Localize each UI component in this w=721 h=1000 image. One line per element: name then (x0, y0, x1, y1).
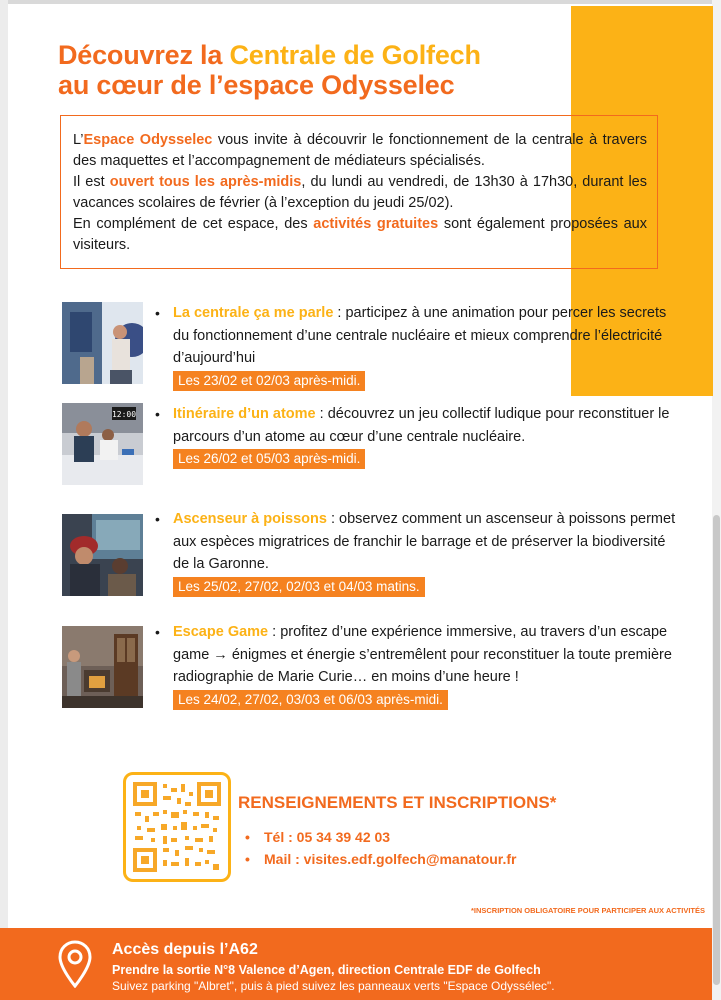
atom-game-photo (62, 403, 143, 485)
bullet-icon: • (155, 511, 160, 527)
title-prefix: Découvrez la (58, 40, 230, 70)
activity-name: La centrale ça me parle (173, 305, 334, 321)
contact-phone[interactable]: • Tél : 05 34 39 42 03 (245, 826, 516, 848)
registration-footnote: *INSCRIPTION OBLIGATOIRE POUR PARTICIPER AUX ACTIVITÉS (470, 906, 705, 915)
title-accent: Centrale de Golfech (229, 40, 481, 70)
bullet-icon: • (155, 624, 160, 640)
footer-parking: Suivez parking "Albret", puis à pied suivez les panneaux verts "Espace Odyssélec". (112, 979, 555, 993)
intro-highlight-ouvert: ouvert tous les après-midis (109, 174, 302, 190)
intro-highlight-gratuites: activités gratuites (313, 216, 439, 232)
page-left-edge (0, 0, 8, 1000)
activity-text (173, 508, 681, 598)
fish-elevator-photo (62, 514, 143, 596)
info-title: RENSEIGNEMENTS ET INSCRIPTIONS* (238, 793, 557, 812)
footer-access (0, 928, 712, 1000)
footer-directions: Prendre la sortie N°8 Valence d’Agen, direction Centrale EDF de Golfech (112, 963, 541, 977)
activity-description: : découvrez un jeu collectif ludique pour reconstituer le parcours d’un atome au cœur d’une centrale nucléaire. (173, 406, 670, 445)
activity-dates: Les 26/02 et 05/03 après-midi. (173, 449, 365, 469)
footer-title: Accès depuis l’A62 (112, 941, 258, 958)
activity-description: : profitez d’une expérience immersive, au travers d’un escape game → énigmes et énergie s’entremêlent pour reconstituer la toute première radiographie de Marie Curie… en moins d’une heure ! (173, 624, 672, 685)
activity-description: : participez à une animation pour percer les secrets du fonctionnement d’une centrale nucléaire et mieux comprendre l’électricité d’aujourd’hui (173, 305, 667, 366)
intro-box (60, 115, 658, 269)
scrollbar-thumb[interactable] (713, 515, 720, 985)
page-top-edge (0, 0, 721, 4)
intro-paragraph-2: Il est ouvert tous les après-midis, du lundi au vendredi, de 13h30 à 17h30, durant les vacances scolaires de février (à l’exception du jeudi 25/02). (73, 174, 647, 211)
exhibit-visitor-photo (62, 302, 143, 384)
activity-dates: Les 25/02, 27/02, 02/03 et 04/03 matins. (173, 577, 425, 597)
contact-email[interactable]: • Mail : visites.edf.golfech@manatour.fr (245, 848, 516, 870)
activity-dates: Les 23/02 et 02/03 après-midi. (173, 371, 365, 391)
intro-highlight-espace: Espace Odysselec (83, 132, 213, 148)
location-pin-icon (58, 940, 92, 988)
intro-paragraph-3: En complément de cet espace, des activités gratuites sont également proposées aux visiteurs. (73, 216, 647, 253)
escape-room-photo (62, 626, 143, 708)
title-line2: au cœur de l’espace Odysselec (58, 70, 455, 100)
clock-display: 12:00 (111, 410, 137, 419)
activity-text (173, 302, 681, 392)
activity-name: Itinéraire d’un atome (173, 406, 316, 422)
bullet-icon: • (155, 305, 160, 321)
activity-name: Escape Game (173, 624, 269, 640)
activity-name: Ascenseur à poissons (173, 511, 327, 527)
qr-code[interactable] (123, 772, 231, 882)
page-title (58, 40, 481, 100)
activity-text (173, 403, 681, 471)
activity-text (173, 621, 681, 711)
bullet-icon: • (155, 406, 160, 422)
intro-paragraph-1: L’Espace Odysselec vous invite à découvrir le fonctionnement de la centrale à travers des maquettes et l’accompagnement de médiateurs spécialisés. (73, 132, 647, 169)
contact-list (245, 826, 516, 870)
activity-dates: Les 24/02, 27/02, 03/03 et 06/03 après-midi. (173, 690, 448, 710)
activity-description: : observez comment un ascenseur à poissons permet aux espèces migratrices de franchir le barrage et de préserver la biodiversité de la Garonne. (173, 511, 676, 572)
scrollbar-track[interactable] (712, 0, 721, 1000)
